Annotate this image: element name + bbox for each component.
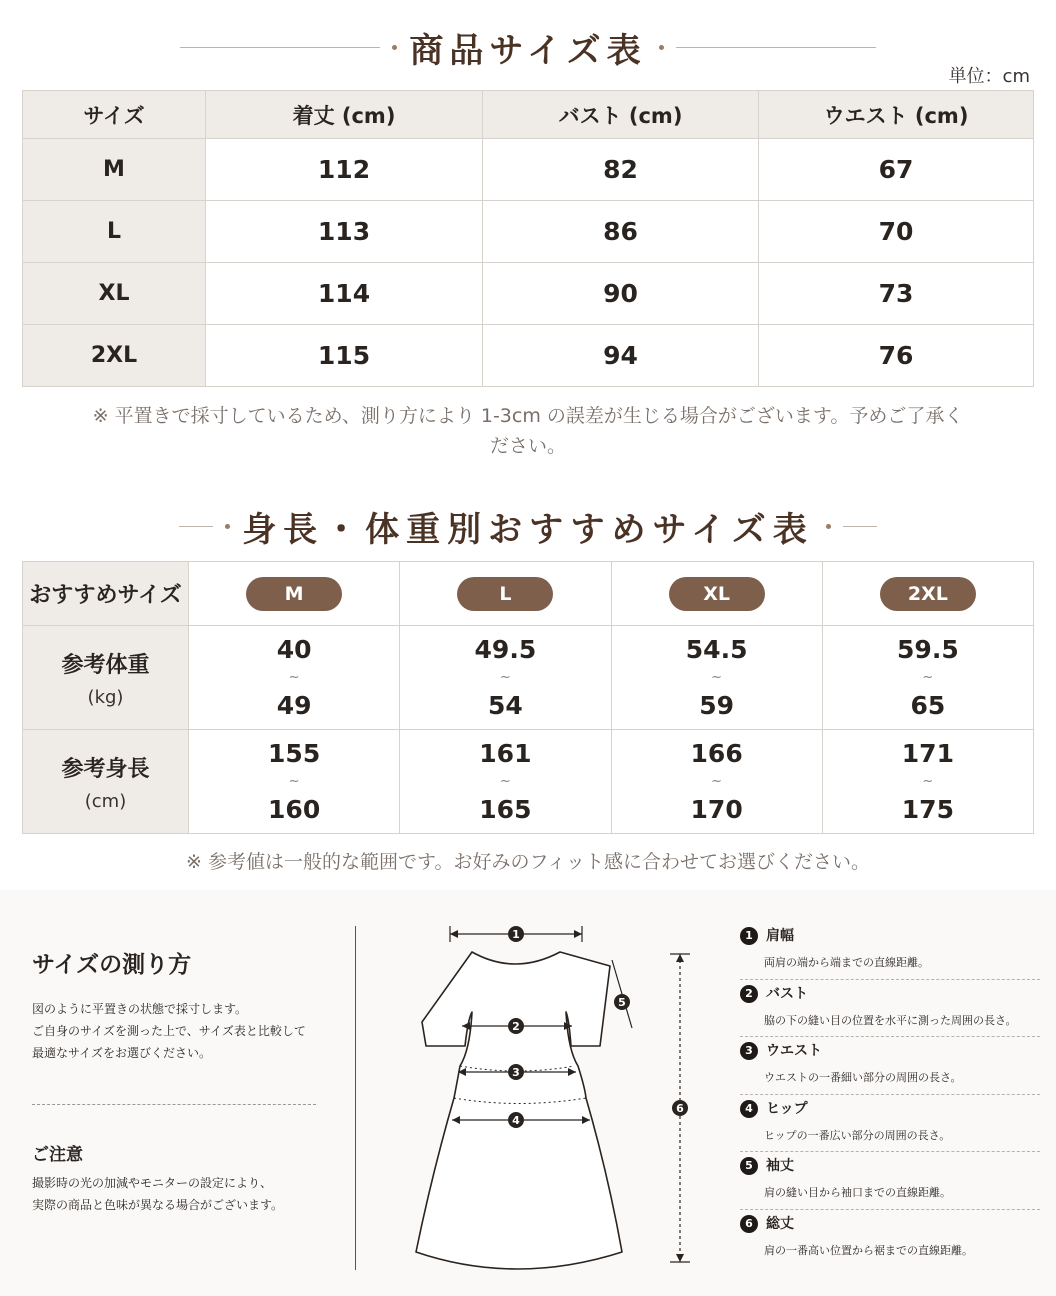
unit-label: 単位：cm bbox=[948, 66, 1030, 87]
range-min: 161 bbox=[479, 738, 532, 768]
range-min: 54.5 bbox=[685, 634, 748, 664]
height-cell bbox=[400, 730, 611, 834]
title-divider bbox=[179, 526, 213, 527]
bust-cell: 86 bbox=[483, 201, 759, 263]
tilde: ~ bbox=[711, 669, 723, 685]
header-size: サイズ bbox=[23, 91, 206, 139]
desc-line: 撮影時の光の加減やモニターの設定により、 bbox=[32, 1176, 273, 1190]
svg-text:5: 5 bbox=[618, 996, 626, 1009]
legend-desc: 脇の下の縫い目の位置を水平に測った周囲の長さ。 bbox=[764, 1013, 1017, 1027]
caution-title: ご注意 bbox=[32, 1145, 83, 1165]
svg-text:2: 2 bbox=[512, 1020, 520, 1033]
length-cell: 113 bbox=[206, 201, 483, 263]
marker-2-icon bbox=[508, 1018, 524, 1034]
range-min: 59.5 bbox=[897, 634, 959, 664]
list-item bbox=[740, 1152, 1040, 1210]
size-pill-cell bbox=[400, 562, 611, 626]
title-dot bbox=[659, 45, 664, 50]
dress-outline-icon bbox=[416, 952, 622, 1269]
table-row bbox=[23, 263, 1034, 325]
header-waist: ウエスト (cm) bbox=[759, 91, 1034, 139]
weight-cell bbox=[822, 626, 1033, 730]
waist-cell: 70 bbox=[759, 201, 1034, 263]
weight-unit: (kg) bbox=[87, 686, 124, 708]
list-item bbox=[740, 980, 1040, 1038]
legend-label: バスト bbox=[766, 985, 808, 1002]
svg-text:6: 6 bbox=[676, 1102, 684, 1115]
size-table-header bbox=[23, 91, 1034, 139]
dress-diagram bbox=[400, 914, 720, 1274]
range-max: 49 bbox=[276, 690, 312, 720]
range-min: 40 bbox=[276, 634, 312, 664]
range-max: 165 bbox=[479, 794, 532, 824]
weight-label: 参考体重 bbox=[61, 652, 150, 678]
dashed-divider bbox=[32, 1104, 316, 1105]
tilde: ~ bbox=[288, 669, 300, 685]
note-line: ださい。 bbox=[489, 435, 566, 457]
note-line: ※ 平置きで採寸しているため、測り方により 1-3cm の誤差が生じる場合がございます。予めご了承く bbox=[92, 405, 964, 427]
recommend-size-label: おすすめサイズ bbox=[23, 562, 189, 626]
measurement-legend bbox=[740, 922, 1040, 1267]
size-table bbox=[22, 90, 1034, 387]
legend-desc: 両肩の端から端までの直線距離。 bbox=[764, 956, 929, 969]
size-pill-cell bbox=[611, 562, 822, 626]
number-6-icon: 6 bbox=[740, 1215, 758, 1233]
title-divider bbox=[180, 47, 380, 48]
svg-text:4: 4 bbox=[512, 1114, 520, 1127]
range-max: 65 bbox=[910, 690, 946, 720]
size-pill-m: M bbox=[246, 577, 342, 611]
number-5-icon: 5 bbox=[740, 1157, 758, 1175]
marker-5-icon bbox=[614, 994, 630, 1010]
length-cell: 115 bbox=[206, 325, 483, 387]
range-max: 175 bbox=[901, 794, 954, 824]
list-item bbox=[740, 922, 1040, 980]
table-row bbox=[23, 562, 1034, 626]
number-4-icon: 4 bbox=[740, 1100, 758, 1118]
height-label: 参考身長 bbox=[61, 756, 150, 782]
range-max: 59 bbox=[699, 690, 735, 720]
list-item bbox=[740, 1210, 1040, 1268]
legend-label: 袖丈 bbox=[766, 1158, 794, 1174]
measure-description bbox=[32, 998, 332, 1064]
table-row bbox=[23, 730, 1034, 834]
tilde: ~ bbox=[922, 669, 934, 685]
list-item bbox=[740, 1095, 1040, 1153]
header-length: 着丈 (cm) bbox=[206, 91, 483, 139]
height-cell bbox=[189, 730, 400, 834]
marker-1-icon bbox=[508, 926, 524, 942]
range-min: 166 bbox=[690, 738, 743, 768]
range-min: 49.5 bbox=[474, 634, 537, 664]
length-cell: 112 bbox=[206, 139, 483, 201]
caution-description bbox=[32, 1172, 332, 1216]
range-max: 160 bbox=[268, 794, 321, 824]
measurement-guide bbox=[0, 890, 1056, 1296]
legend-desc: ウエストの一番細い部分の周囲の長さ。 bbox=[764, 1071, 962, 1084]
height-unit: (cm) bbox=[84, 790, 127, 812]
legend-desc: 肩の縫い目から袖口までの直線距離。 bbox=[764, 1186, 951, 1199]
marker-6-icon bbox=[672, 1100, 688, 1116]
waist-cell: 76 bbox=[759, 325, 1034, 387]
length-cell: 114 bbox=[206, 263, 483, 325]
tilde: ~ bbox=[922, 773, 934, 789]
desc-line: 実際の商品と色味が異なる場合がございます。 bbox=[32, 1198, 284, 1212]
bust-cell: 82 bbox=[483, 139, 759, 201]
range-max: 170 bbox=[690, 794, 743, 824]
desc-line: ご自身のサイズを測った上で、サイズ表と比較して bbox=[32, 1024, 306, 1038]
waist-cell: 73 bbox=[759, 263, 1034, 325]
size-pill-cell bbox=[822, 562, 1033, 626]
title-dot bbox=[392, 45, 397, 50]
recommend-table bbox=[22, 561, 1034, 834]
bust-cell: 94 bbox=[483, 325, 759, 387]
legend-label: ウエスト bbox=[766, 1043, 822, 1059]
measure-title: サイズの測り方 bbox=[32, 952, 192, 978]
size-chart-title: 商品サイズ表 bbox=[409, 30, 647, 71]
measurement-note bbox=[40, 401, 1016, 461]
desc-line: 図のように平置きの状態で採寸します。 bbox=[32, 1002, 248, 1016]
recommend-title-row bbox=[0, 500, 1056, 552]
size-cell: 2XL bbox=[23, 325, 206, 387]
number-1-icon: 1 bbox=[740, 927, 758, 945]
table-row bbox=[23, 325, 1034, 387]
size-pill-xl: XL bbox=[669, 577, 765, 611]
svg-text:3: 3 bbox=[512, 1066, 520, 1079]
title-dot bbox=[225, 524, 230, 529]
height-cell bbox=[611, 730, 822, 834]
vertical-divider bbox=[355, 926, 356, 1270]
waist-cell: 67 bbox=[759, 139, 1034, 201]
bust-cell: 90 bbox=[483, 263, 759, 325]
size-cell: XL bbox=[23, 263, 206, 325]
table-row bbox=[23, 201, 1034, 263]
desc-line: 最適なサイズをお選びください。 bbox=[32, 1046, 212, 1060]
size-chart-title-row bbox=[0, 22, 1056, 72]
size-pill-2xl: 2XL bbox=[880, 577, 976, 611]
height-label-cell bbox=[23, 730, 189, 834]
legend-label: 肩幅 bbox=[766, 928, 794, 944]
size-cell: M bbox=[23, 139, 206, 201]
size-pill-cell bbox=[189, 562, 400, 626]
table-row bbox=[23, 626, 1034, 730]
marker-3-icon bbox=[508, 1064, 524, 1080]
marker-4-icon bbox=[508, 1112, 524, 1128]
size-pill-l: L bbox=[457, 577, 553, 611]
title-dot bbox=[826, 524, 831, 529]
legend-label: 総丈 bbox=[766, 1215, 794, 1232]
recommend-note: ※ 参考値は一般的な範囲です。お好みのフィット感に合わせてお選びください。 bbox=[186, 851, 870, 873]
weight-cell bbox=[400, 626, 611, 730]
list-item bbox=[740, 1037, 1040, 1095]
legend-desc: 肩の一番高い位置から裾までの直線距離。 bbox=[764, 1243, 973, 1257]
legend-label: ヒップ bbox=[766, 1100, 808, 1117]
tilde: ~ bbox=[711, 773, 723, 789]
range-max: 54 bbox=[487, 690, 523, 720]
height-cell bbox=[822, 730, 1033, 834]
svg-text:1: 1 bbox=[512, 928, 520, 941]
weight-cell bbox=[189, 626, 400, 730]
tilde: ~ bbox=[288, 773, 300, 789]
number-3-icon: 3 bbox=[740, 1042, 758, 1060]
table-row bbox=[23, 139, 1034, 201]
range-min: 155 bbox=[268, 738, 321, 768]
range-min: 171 bbox=[901, 738, 954, 768]
tilde: ~ bbox=[499, 669, 511, 685]
title-divider bbox=[676, 47, 876, 48]
legend-desc: ヒップの一番広い部分の周囲の長さ。 bbox=[764, 1128, 951, 1142]
recommend-title: 身長・体重別おすすめサイズ表 bbox=[242, 509, 814, 550]
weight-label-cell bbox=[23, 626, 189, 730]
title-divider bbox=[843, 526, 877, 527]
number-2-icon: 2 bbox=[740, 985, 758, 1003]
weight-cell bbox=[611, 626, 822, 730]
tilde: ~ bbox=[499, 773, 511, 789]
size-cell: L bbox=[23, 201, 206, 263]
header-bust: バスト (cm) bbox=[483, 91, 759, 139]
